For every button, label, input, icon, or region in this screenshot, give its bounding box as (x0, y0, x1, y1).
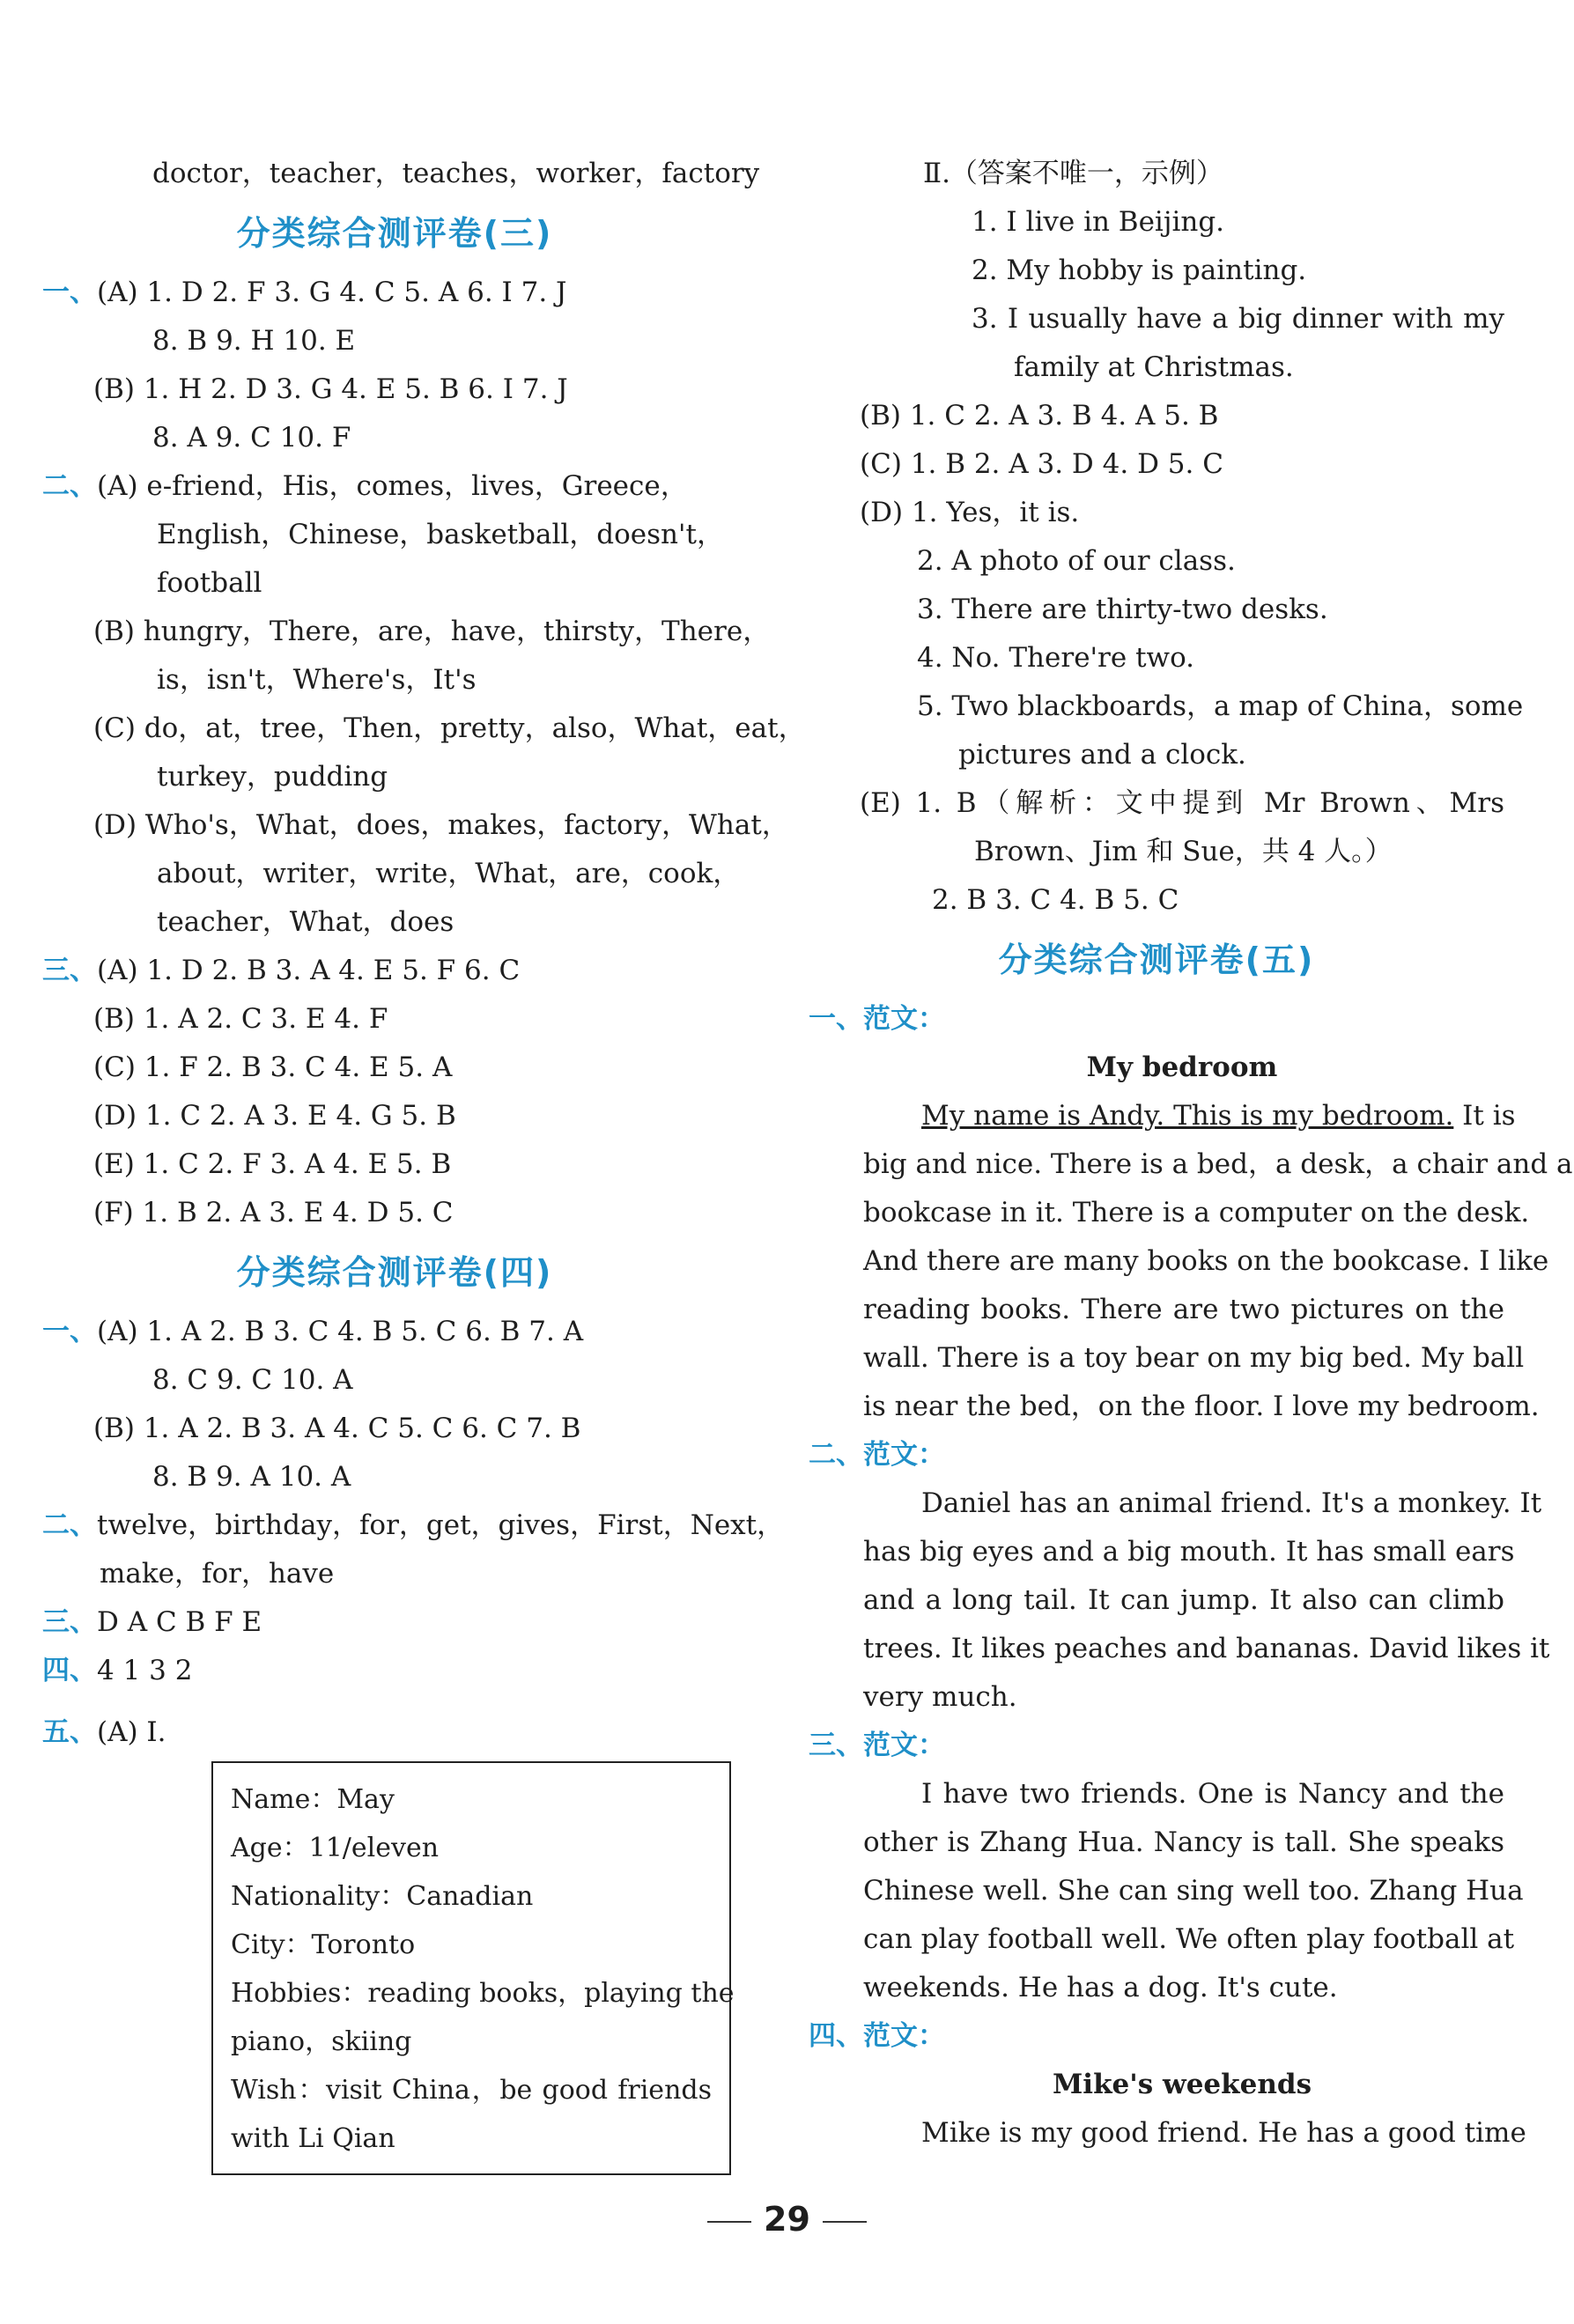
page-number-text: 29 (764, 2200, 810, 2239)
answer-line: 2. A photo of our class. (917, 545, 1236, 577)
answer-line: twelve，birthday，for，get，gives，First，Next， (97, 1509, 785, 1541)
essay-line: bookcase in it. There is a computer on the desk. (863, 1197, 1530, 1228)
answer-line: (D) 1. Yes，it is. (860, 497, 1080, 528)
essay-line: can play football well. We often play football at (863, 1923, 1515, 1955)
part-label: 一、 (42, 277, 97, 308)
answer-line: pictures and a clock. (958, 739, 1246, 771)
answer-line: (E) 1. C 2. F 3. A 4. E 5. B (93, 1148, 452, 1180)
essay-text: It is (1453, 1100, 1516, 1132)
essay-line: I have two friends. One is Nancy and the (921, 1778, 1504, 1810)
footer-dash (707, 2221, 751, 2223)
essay-title: My bedroom (1086, 1051, 1278, 1083)
essay-line: weekends. He has a dog. It's cute. (863, 1972, 1338, 2003)
answer-line: turkey，pudding (157, 761, 388, 793)
essay-line: and a long tail. It can jump. It also can climb (863, 1584, 1504, 1616)
answer-line: 8. A 9. C 10. F (152, 422, 351, 454)
answer-line: (A) Ⅰ. (97, 1716, 166, 1748)
answer-line: 2. B 3. C 4. B 5. C (932, 884, 1179, 916)
answer-line: (C) 1. F 2. B 3. C 4. E 5. A (93, 1051, 453, 1083)
section-heading-3: 分类综合测评卷(三) (236, 214, 553, 253)
answer-line: Ⅱ.（答案不唯一，示例） (923, 158, 1223, 189)
answer-line: 3. There are thirty-two desks. (917, 594, 1328, 625)
answer-line: (D) 1. C 2. A 3. E 4. G 5. B (93, 1100, 456, 1132)
essay-line: Chinese well. She can sing well too. Zhang Hua (863, 1875, 1524, 1907)
essay-line: And there are many books on the bookcase. I like (863, 1245, 1549, 1277)
part-label: 三、 (42, 955, 97, 986)
box-line: Age：11/eleven (231, 1833, 440, 1863)
part-label: 四、范文： (809, 2020, 945, 2052)
box-line: Nationality：Canadian (231, 1881, 534, 1912)
answer-line: D A C B F E (97, 1606, 262, 1638)
answer-line: family at Christmas. (1014, 351, 1294, 383)
right-column (809, 150, 1573, 2158)
footer-dash (823, 2221, 867, 2223)
answer-line: football (157, 567, 262, 599)
answer-line: (F) 1. B 2. A 3. E 4. D 5. C (93, 1197, 454, 1228)
part-label: 二、 (42, 470, 97, 502)
answer-line: make，for，have (100, 1558, 335, 1590)
answer-line: 1. I live in Beijing. (972, 206, 1225, 238)
part-label: 三、范文： (809, 1730, 945, 1761)
answer-line: 3. I usually have a big dinner with my (972, 303, 1504, 335)
essay-line: other is Zhang Hua. Nancy is tall. She speaks (863, 1826, 1504, 1858)
answer-line: (A) e-friend，His，comes，lives，Greece， (97, 470, 688, 502)
answer-line: (B) hungry，There，are，have，thirsty，There， (93, 616, 771, 647)
answer-line: (B) 1. C 2. A 3. B 4. A 5. B (860, 400, 1219, 432)
page-number (0, 2200, 1574, 2239)
part-label: 二、 (42, 1509, 97, 1541)
part-label: 五、 (42, 1716, 97, 1748)
essay-line: big and nice. There is a bed，a desk，a chair and a (863, 1148, 1573, 1180)
answer-line: 4. No. There're two. (917, 642, 1195, 674)
answer-line: (B) 1. A 2. C 3. E 4. F (93, 1003, 388, 1035)
part-label: 一、范文： (809, 1003, 945, 1035)
answer-line: 4 1 3 2 (97, 1655, 193, 1686)
part-label: 二、范文： (809, 1439, 945, 1471)
answer-line: (A) 1. A 2. B 3. C 4. B 5. C 6. B 7. A (97, 1316, 584, 1347)
answer-line: Brown、Jim 和 Sue，共 4 人。） (974, 836, 1393, 867)
essay-line: Mike is my good friend. He has a good time (921, 2117, 1526, 2149)
essay-line: is near the bed，on the floor. I love my bedroom. (863, 1391, 1540, 1422)
essay-line: reading books. There are two pictures on the (863, 1294, 1504, 1325)
answer-line: (E) 1. B（解析：文中提到 Mr Brown、Mrs (860, 787, 1504, 819)
essay-line: wall. There is a toy bear on my big bed. My ball (863, 1342, 1525, 1374)
answer-line: 8. B 9. H 10. E (152, 325, 356, 357)
box-line: Name：May (231, 1784, 395, 1815)
essay-line: has big eyes and a big mouth. It has small ears (863, 1536, 1515, 1568)
left-column (42, 150, 806, 1757)
box-line: with Li Qian (231, 2123, 395, 2154)
answer-line: teacher，What，does (157, 906, 454, 938)
profile-box (211, 1761, 735, 2175)
box-line: City：Toronto (231, 1929, 416, 1960)
answer-line: 5. Two blackboards，a map of China，some (917, 690, 1524, 722)
section-heading-5: 分类综合测评卷(五) (998, 941, 1315, 979)
essay-line: trees. It likes peaches and bananas. David likes it (863, 1633, 1550, 1664)
part-label: 一、 (42, 1316, 97, 1347)
answer-line: (A) 1. D 2. B 3. A 4. E 5. F 6. C (97, 955, 521, 986)
answer-line: 8. B 9. A 10. A (152, 1461, 351, 1493)
answer-line: 2. My hobby is painting. (972, 255, 1307, 286)
part-label: 三、 (42, 1606, 97, 1638)
answer-line: is，isn't，Where's，It's (157, 664, 477, 696)
answer-line: (D) Who's，What，does，makes，factory，What， (93, 809, 789, 841)
underlined-sentence: My name is Andy. This is my bedroom. (921, 1100, 1454, 1132)
section-heading-4: 分类综合测评卷(四) (236, 1253, 553, 1292)
answer-line: (C) 1. B 2. A 3. D 4. D 5. C (860, 448, 1223, 480)
box-line: Wish：visit China，be good friends (231, 2075, 712, 2106)
answer-line: (A) 1. D 2. F 3. G 4. C 5. A 6. I 7. J (97, 277, 567, 308)
text-line: doctor，teacher，teaches，worker，factory (152, 158, 760, 189)
essay-title: Mike's weekends (1052, 2069, 1312, 2100)
answer-line: (C) do，at，tree，Then，pretty，also，What，eat， (93, 712, 806, 744)
answer-line: (B) 1. H 2. D 3. G 4. E 5. B 6. I 7. J (93, 373, 568, 405)
answer-line: English，Chinese，basketball，doesn't， (157, 519, 724, 550)
essay-line: Daniel has an animal friend. It's a monkey. It (921, 1487, 1542, 1519)
box-line: piano，skiing (231, 2026, 412, 2057)
box-line: Hobbies：reading books，playing the (231, 1978, 735, 2009)
answer-line: 8. C 9. C 10. A (152, 1364, 353, 1396)
essay-line: very much. (863, 1681, 1017, 1713)
answer-line: about，writer，write，What，are，cook， (157, 858, 741, 889)
answer-line: (B) 1. A 2. B 3. A 4. C 5. C 6. C 7. B (93, 1413, 581, 1444)
part-label: 四、 (42, 1655, 97, 1686)
